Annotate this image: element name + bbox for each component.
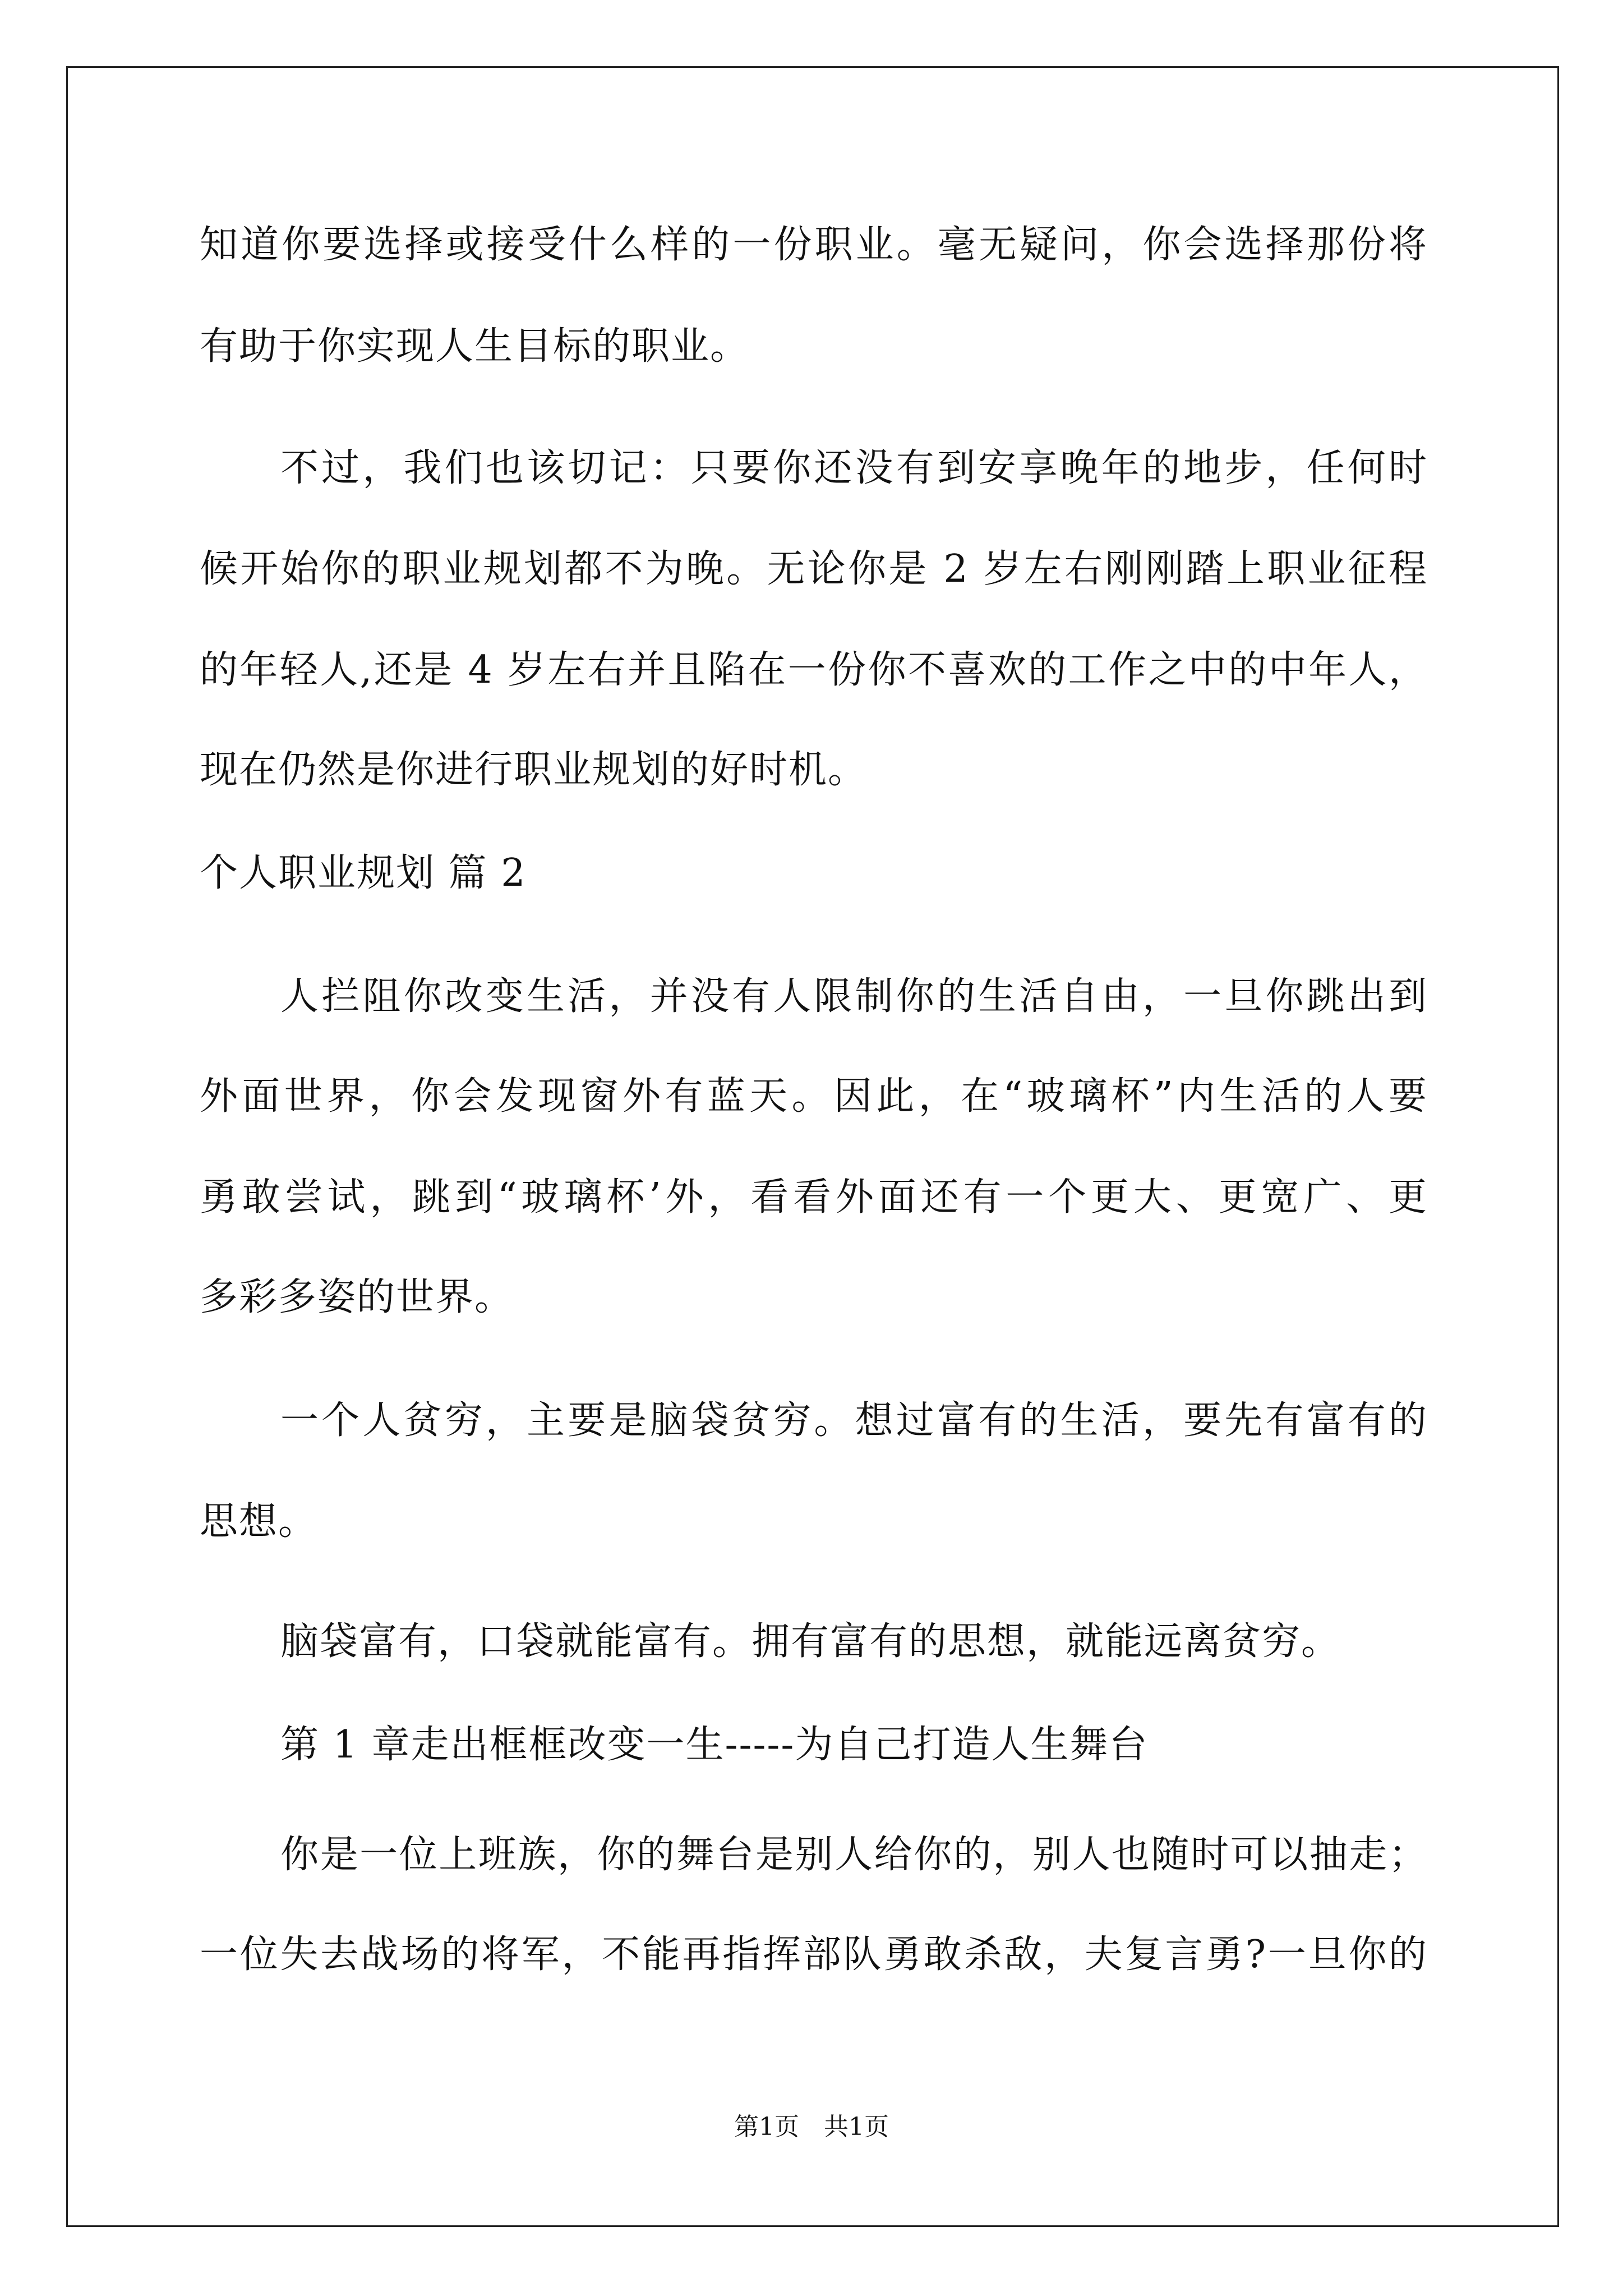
text-line-6: 现在仍然是你进行职业规划的好时机。 xyxy=(200,748,868,792)
text-line-8: 人拦阻你改变生活，并没有人限制你的生活自由，一旦你跳出到 xyxy=(280,974,1428,1019)
text-line-12: 一个人贫穷，主要是脑袋贫穷。想过富有的生活，要先有富有的 xyxy=(280,1398,1428,1443)
text-line-3: 不过，我们也该切记：只要你还没有到安享晚年的地步，任何时 xyxy=(280,446,1428,490)
text-line-16: 你是一位上班族，你的舞台是别人给你的，别人也随时可以抽走； xyxy=(280,1833,1428,1877)
text-line-5: 的年轻人,还是 4 岁左右并且陷在一份你不喜欢的工作之中的中年人， xyxy=(200,648,1428,692)
page-border xyxy=(66,66,1559,2227)
section-heading: 个人职业规划 篇 2 xyxy=(200,851,527,895)
chapter-line: 第 1 章走出框框改变一生-----为自己打造人生舞台 xyxy=(280,1723,1149,1767)
text-line-17: 一位失去战场的将军，不能再指挥部队勇敢杀敌，夫复言勇?一旦你的 xyxy=(200,1932,1428,1977)
text-line-10: 勇敢尝试，跳到“玻璃杯’外，看看外面还有一个更大、更宽广、更 xyxy=(200,1175,1428,1220)
text-line-2: 有助于你实现人生目标的职业。 xyxy=(200,324,750,369)
text-line-1: 知道你要选择或接受什么样的一份职业。毫无疑问，你会选择那份将 xyxy=(200,223,1428,267)
text-line-4: 候开始你的职业规划都不为晚。无论你是 2 岁左右刚刚踏上职业征程 xyxy=(200,547,1428,591)
text-line-14: 脑袋富有，口袋就能富有。拥有富有的思想，就能远离贫穷。 xyxy=(280,1619,1341,1664)
text-line-9: 外面世界，你会发现窗外有蓝天。因此，在“玻璃杯”内生活的人要 xyxy=(200,1074,1428,1119)
page-number-footer: 第1页 共1页 xyxy=(734,2113,889,2141)
text-line-11: 多彩多姿的世界。 xyxy=(200,1275,514,1319)
text-line-13: 思想。 xyxy=(200,1499,318,1544)
